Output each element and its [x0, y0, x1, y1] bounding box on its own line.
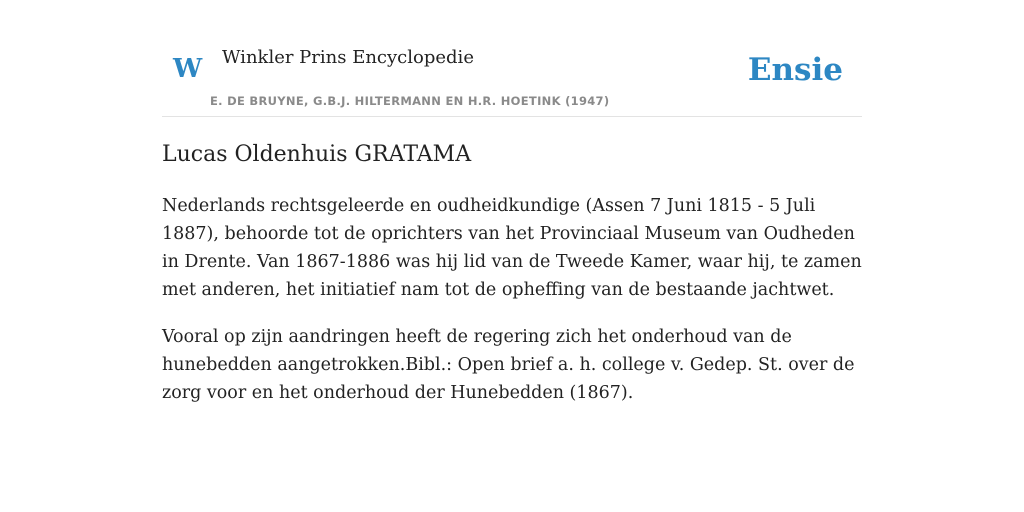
source-authors: E. DE BRUYNE, G.B.J. HILTERMANN EN H.R. HOETINK (1947): [210, 94, 610, 108]
source-title[interactable]: Winkler Prins Encyclopedie: [222, 47, 474, 68]
article-paragraph: Nederlands rechtsgeleerde en oudheidkundige (Assen 7 Juni 1815 - 5 Juli 1887), behoorde tot de oprichters van het Provinciaal Museum van Oudheden in Drente. Van 1867-1886 was hij lid van de Tweede Kamer, waar hij, te zamen met anderen, het initiatief nam tot de opheffing van de bestaande jachtwet.: [162, 196, 862, 300]
article-paragraph: Vooral op zijn aandringen heeft de regering zich het onderhoud van de hunebedden aangetrokken.Bibl.: Open brief a. h. college v. Gedep. St. over de zorg voor en het onderhoud der Hunebedden (1867).: [162, 327, 855, 403]
brand-logo[interactable]: Ensie: [747, 52, 843, 88]
article-title: Lucas Oldenhuis GRATAMA: [162, 142, 472, 167]
source-logo: W: [173, 54, 203, 84]
source-header: [162, 0, 862, 117]
